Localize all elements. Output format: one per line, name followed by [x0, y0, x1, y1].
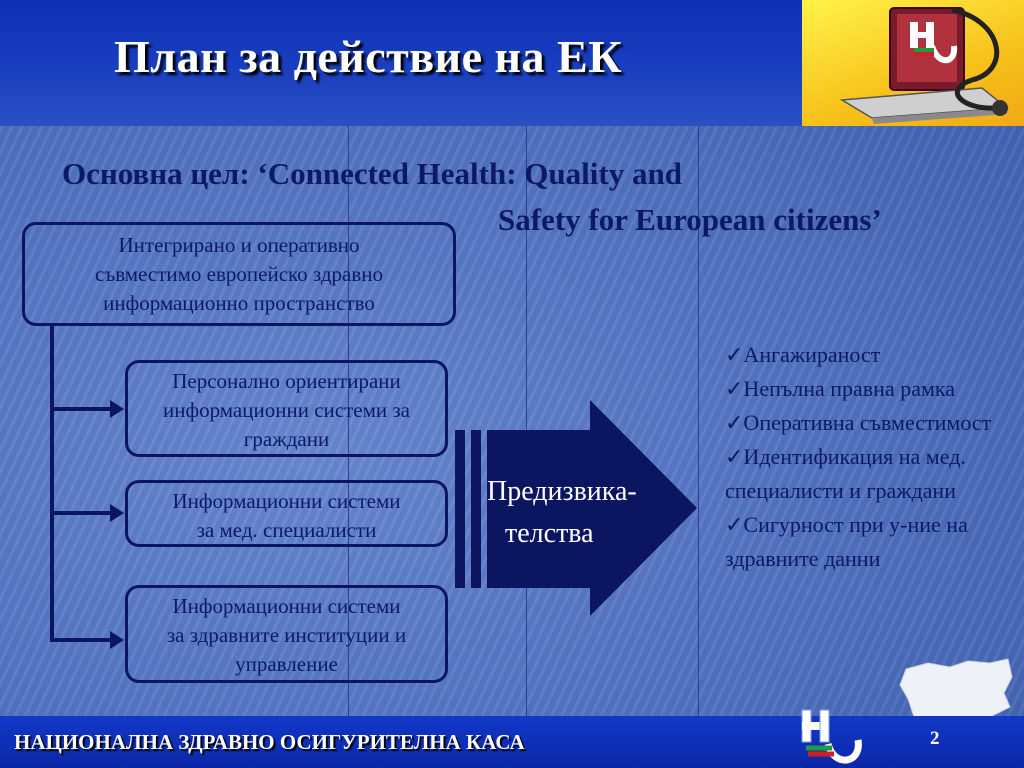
integrated-space-box	[22, 222, 456, 326]
checklist-item: ✓Оперативна съвместимост	[725, 410, 992, 435]
box-line: съвместимо европейско здравно	[95, 262, 383, 286]
connector-arrowhead	[110, 631, 124, 649]
goal-line-2: Safety for European citizens’	[498, 202, 882, 237]
page-number: 2	[930, 728, 940, 749]
specialist-systems-box	[125, 480, 448, 547]
box-line: за мед. специалисти	[196, 518, 377, 542]
connector-branch	[50, 407, 112, 411]
checklist-item: ✓Непълна правна рамка	[725, 376, 956, 401]
box-line: управление	[235, 652, 338, 676]
connector-branch	[50, 638, 112, 642]
box-line: Информационни системи	[172, 489, 401, 513]
box-line: Информационни системи	[172, 594, 401, 618]
arrow-label-line-1: Предизвика-	[487, 476, 637, 507]
box-line: граждани	[243, 427, 330, 451]
checklist-item: ✓Ангажираност	[725, 342, 881, 367]
connector-branch	[50, 511, 112, 515]
connector-arrowhead	[110, 400, 124, 418]
citizen-systems-box	[125, 360, 448, 457]
box-line: Персонално ориентирани	[172, 369, 401, 393]
nzok-logo-icon	[798, 706, 868, 768]
connector-arrowhead	[110, 504, 124, 522]
checklist-item: ✓Сигурност при у-ние на здравните данни	[725, 512, 968, 571]
challenges-checklist	[725, 338, 1020, 576]
challenges-arrow	[455, 400, 700, 620]
box-line: информационно пространство	[103, 291, 375, 315]
laptop-stethoscope-illustration	[802, 0, 1024, 126]
connector-vertical	[50, 326, 54, 642]
institution-systems-box	[125, 585, 448, 683]
footer-organization: НАЦИОНАЛНА ЗДРАВНО ОСИГУРИТЕЛНА КАСА	[14, 730, 525, 754]
arrow-label-line-2: телства	[505, 518, 594, 549]
box-line: за здравните институции и	[166, 623, 407, 647]
slide-title: План за действие на ЕК	[114, 31, 623, 82]
box-line: информационни системи за	[163, 398, 410, 422]
checklist-item: ✓Идентификация на мед. специалисти и граждани	[725, 444, 966, 503]
header-laptop-image	[802, 0, 1024, 126]
box-line: Интегрирано и оперативно	[118, 233, 360, 257]
goal-line-1: Основна цел: ‘Connected Health: Quality and	[62, 156, 682, 191]
